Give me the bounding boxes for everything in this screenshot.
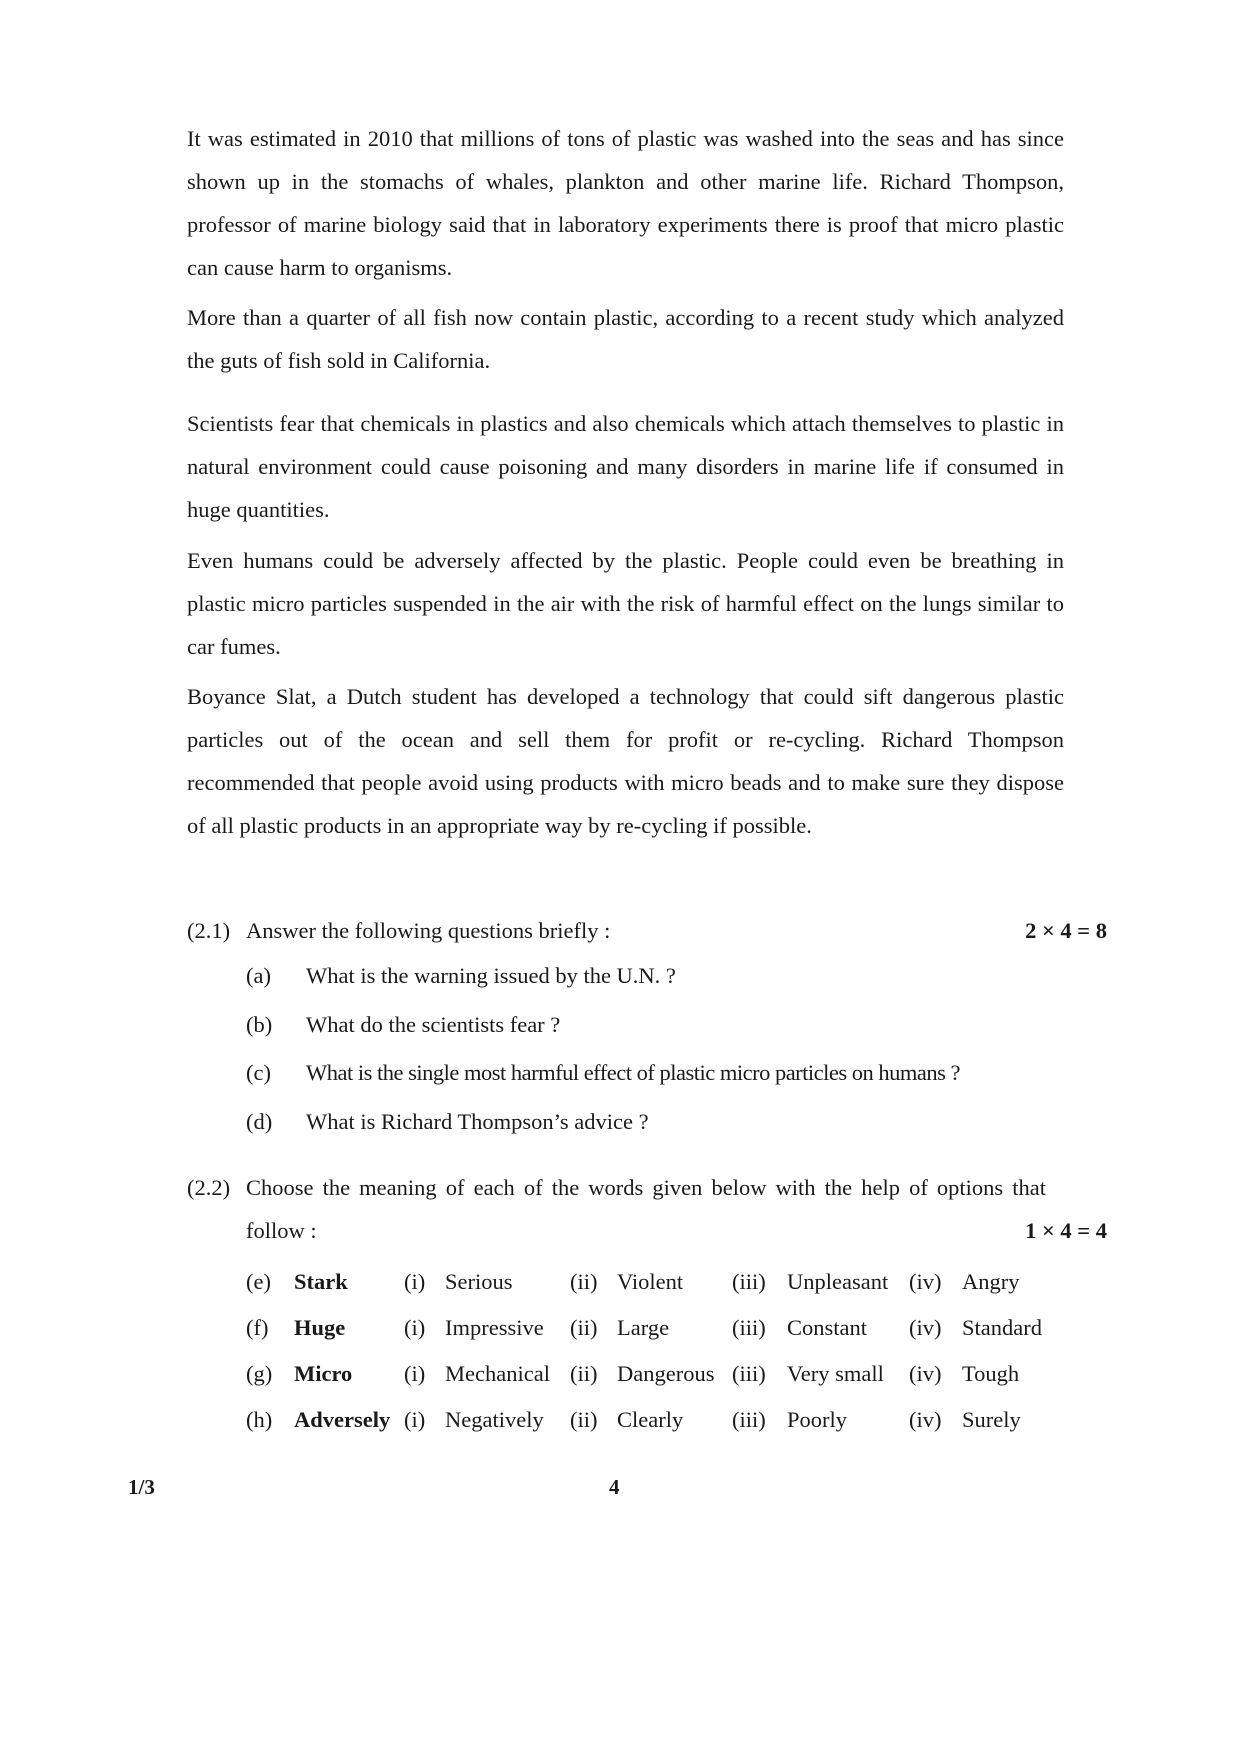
option-text: Serious — [445, 1269, 513, 1294]
option-number: (iii) — [732, 1315, 766, 1340]
passage-paragraph-3: Scientists fear that chemicals in plastics and also chemicals which attach themselves to plastic in natural environment could cause poisoning and many disorders in marine life if consumed in huge quantities. — [187, 411, 1064, 522]
question-prompt: Choose the meaning of each of the words given below with the help of options that follow : — [246, 1175, 1046, 1243]
question-number: (2.2) — [187, 1175, 231, 1200]
vocab-row — [246, 1405, 1066, 1435]
sub-question-text: What is the warning issued by the U.N. ? — [306, 963, 676, 988]
marks-label: 1 × 4 = 4 — [1025, 1218, 1107, 1243]
option-text: Violent — [617, 1269, 684, 1294]
option-number: (i) — [404, 1269, 426, 1294]
option-text: Very small — [787, 1361, 884, 1386]
vocab-label: (h) — [246, 1407, 273, 1432]
option-text: Tough — [962, 1361, 1020, 1386]
page-number: 4 — [609, 1475, 620, 1499]
sub-question-label: (d) — [246, 1109, 273, 1134]
option-number: (i) — [404, 1361, 426, 1386]
sub-question-text: What is the single most harmful effect of plastic micro particles on humans ? — [306, 1060, 961, 1085]
question-2-1-header — [187, 909, 1107, 952]
passage-paragraph-5: Boyance Slat, a Dutch student has developed a technology that could sift dangerous plastic particles out of the ocean and sell them for profit or re-cycling. Richard Thompson recommended that people avoid using products with micro beads and to make sure they dispose of all plastic products in an appropriate way by re-cycling if possible. — [187, 684, 1064, 838]
sub-question-text: What do the scientists fear ? — [306, 1012, 561, 1037]
option-number: (i) — [404, 1407, 426, 1432]
option-number: (iv) — [909, 1315, 942, 1340]
question-prompt: Answer the following questions briefly : — [246, 918, 611, 943]
paper-code: 1/3 — [128, 1475, 155, 1499]
option-number: (iv) — [909, 1269, 942, 1294]
option-text: Standard — [962, 1315, 1042, 1340]
passage-paragraph-2: More than a quarter of all fish now contain plastic, according to a recent study which analyzed the guts of fish sold in California. — [187, 305, 1064, 373]
sub-question-text: What is Richard Thompson’s advice ? — [306, 1109, 649, 1134]
option-text: Poorly — [787, 1407, 848, 1432]
vocab-label: (f) — [246, 1315, 269, 1340]
option-number: (iii) — [732, 1269, 766, 1294]
option-number: (ii) — [570, 1361, 598, 1386]
passage-paragraph-4: Even humans could be adversely affected by the plastic. People could even be breathing in plastic micro particles suspended in the air with the risk of harmful effect on the lungs similar to car fumes. — [187, 548, 1064, 659]
option-text: Surely — [962, 1407, 1021, 1432]
passage-paragraph-1: It was estimated in 2010 that millions of tons of plastic was washed into the seas and has since shown up in the stomachs of whales, plankton and other marine life. Richard Thompson, professor of marine biology said that in laboratory experiments there is proof that micro plastic can cause harm to organisms. — [187, 126, 1064, 280]
question-2-2-header — [187, 1166, 1107, 1252]
sub-question-label: (b) — [246, 1012, 273, 1037]
option-number: (iv) — [909, 1361, 942, 1386]
vocab-label: (g) — [246, 1361, 273, 1386]
option-text: Large — [617, 1315, 670, 1340]
sub-question-label: (a) — [246, 963, 271, 988]
option-number: (iv) — [909, 1407, 942, 1432]
option-text: Mechanical — [445, 1361, 550, 1386]
option-text: Impressive — [445, 1315, 544, 1340]
option-number: (i) — [404, 1315, 426, 1340]
sub-question-label: (c) — [246, 1060, 271, 1085]
vocab-word: Stark — [294, 1269, 348, 1294]
option-text: Clearly — [617, 1407, 684, 1432]
option-text: Unpleasant — [787, 1269, 889, 1294]
vocab-word: Adversely — [294, 1407, 391, 1432]
vocab-word: Micro — [294, 1361, 353, 1386]
vocab-label: (e) — [246, 1269, 271, 1294]
option-number: (ii) — [570, 1269, 598, 1294]
vocab-row — [246, 1267, 1066, 1297]
question-number: (2.1) — [187, 918, 231, 943]
option-text: Dangerous — [617, 1361, 715, 1386]
vocab-row — [246, 1359, 1066, 1389]
option-number: (ii) — [570, 1315, 598, 1340]
option-number: (iii) — [732, 1361, 766, 1386]
vocab-row — [246, 1313, 1066, 1343]
option-number: (iii) — [732, 1407, 766, 1432]
option-text: Angry — [962, 1269, 1020, 1294]
marks-label: 2 × 4 = 8 — [1025, 918, 1107, 943]
vocab-word: Huge — [294, 1315, 346, 1340]
option-text: Constant — [787, 1315, 868, 1340]
option-number: (ii) — [570, 1407, 598, 1432]
option-text: Negatively — [445, 1407, 544, 1432]
